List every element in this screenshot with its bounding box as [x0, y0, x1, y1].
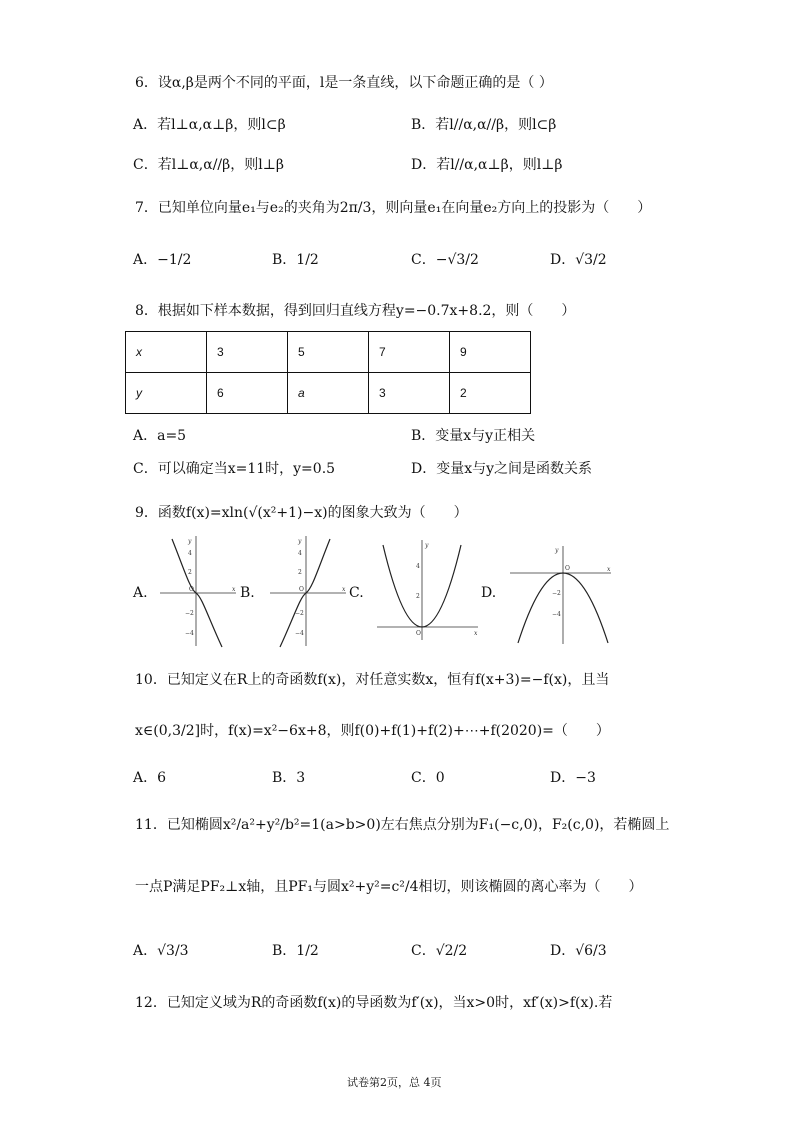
q9-option-d-label: D.	[481, 585, 497, 601]
tick-label: −4	[185, 630, 194, 637]
x-axis-label: x	[232, 586, 236, 593]
origin-label: O	[565, 565, 570, 572]
q7-option-b: B．1/2	[272, 252, 319, 268]
q8-data-table	[125, 331, 531, 414]
x-axis-label: x	[342, 586, 346, 593]
q11-option-d: D．√6/3	[550, 943, 607, 959]
y-axis-label: y	[425, 542, 429, 549]
q11-option-b: B．1/2	[272, 943, 319, 959]
q10-stem-line1: 10．已知定义在R上的奇函数f(x)，对任意实数x，恒有f(x+3)=−f(x)，且当	[135, 672, 610, 688]
q10-option-b: B．3	[272, 770, 306, 786]
q6-option-a: A．若l⊥α,α⊥β，则l⊂β	[133, 117, 286, 133]
tick-label: −2	[295, 610, 304, 617]
q8-option-a: A．a=5	[133, 428, 187, 444]
q6-option-c: C．若l⊥α,α//β，则l⊥β	[133, 157, 284, 173]
tick-label: 4	[416, 563, 420, 570]
tick-label: 4	[298, 550, 302, 557]
q11-option-c: C．√2/2	[411, 943, 468, 959]
tick-label: 4	[188, 550, 192, 557]
tick-label: 2	[188, 569, 192, 576]
q10-option-c: C．0	[411, 770, 445, 786]
q10-stem-line2: x∈(0,3/2]时，f(x)=x²−6x+8，则f(0)+f(1)+f(2)+⋯+f(2020)=（ ）	[135, 723, 610, 739]
q9-option-c-label: C.	[349, 585, 364, 601]
table-cell: 3	[207, 332, 288, 373]
table-cell: 7	[369, 332, 450, 373]
table-row	[126, 332, 531, 373]
table-cell: y	[126, 373, 207, 414]
q9-graph-c	[375, 537, 480, 642]
table-cell: x	[126, 332, 207, 373]
tick-label: −2	[185, 610, 194, 617]
q7-option-c: C．−√3/2	[411, 252, 479, 268]
q11-stem-line2: 一点P满足PF₂⊥x轴，且PF₁与圆x²+y²=c²/4相切，则该椭圆的离心率为（ ）	[135, 879, 643, 895]
q10-option-d: D．−3	[550, 770, 596, 786]
q7-stem: 7．已知单位向量e₁与e₂的夹角为2π/3，则向量e₁在向量e₂方向上的投影为（ ）	[135, 200, 652, 216]
tick-label: −4	[295, 630, 304, 637]
origin-label: O	[189, 586, 194, 593]
q9-graph-d	[508, 543, 613, 646]
y-axis-label: y	[298, 538, 302, 545]
q6-option-d: D．若l//α,α⊥β，则l⊥β	[411, 157, 563, 173]
q8-option-d: D．变量x与y之间是函数关系	[411, 461, 593, 477]
q11-stem-line1: 11．已知椭圆x²/a²+y²/b²=1(a>b>0)左右焦点分别为F₁(−c,0)，F₂(c,0)，若椭圆上	[135, 817, 670, 833]
x-axis-label: x	[607, 566, 611, 573]
table-cell: 2	[450, 373, 531, 414]
q8-stem: 8．根据如下样本数据，得到回归直线方程y=−0.7x+8.2，则（ ）	[135, 303, 576, 319]
y-axis-label: y	[555, 547, 559, 554]
table-cell: 5	[288, 332, 369, 373]
q9-stem: 9．函数f(x)=xln(√(x²+1)−x)的图象大致为（ ）	[135, 505, 468, 521]
q10-option-a: A．6	[133, 770, 167, 786]
table-cell: 6	[207, 373, 288, 414]
origin-label: O	[416, 630, 421, 637]
q6-stem: 6．设α,β是两个不同的平面，l是一条直线，以下命题正确的是（ ）	[135, 75, 553, 91]
q12-stem: 12．已知定义域为R的奇函数f(x)的导函数为f′(x)，当x>0时，xf′(x)>f(x).若	[135, 995, 613, 1011]
tick-label: 2	[298, 569, 302, 576]
tick-label: 2	[416, 593, 420, 600]
q9-graph-b	[268, 533, 348, 648]
q9-graph-a	[158, 533, 238, 648]
origin-label: O	[299, 586, 304, 593]
page-footer: 试卷第2页，总 4页	[347, 1076, 442, 1089]
table-cell: 9	[450, 332, 531, 373]
tick-label: −2	[552, 590, 561, 597]
table-row	[126, 373, 531, 414]
y-axis-label: y	[188, 538, 192, 545]
q9-option-a-label: A.	[133, 585, 148, 601]
table-cell: 3	[369, 373, 450, 414]
x-axis-label: x	[474, 630, 478, 637]
q8-option-c: C．可以确定当x=11时，y=0.5	[133, 461, 336, 477]
tick-label: −4	[552, 611, 561, 618]
q7-option-a: A．−1/2	[133, 252, 192, 268]
q11-option-a: A．√3/3	[133, 943, 189, 959]
table-cell: a	[288, 373, 369, 414]
q6-option-b: B．若l//α,α//β，则l⊂β	[411, 117, 557, 133]
q7-option-d: D．√3/2	[550, 252, 607, 268]
q8-option-b: B．变量x与y正相关	[411, 428, 536, 444]
q9-option-b-label: B.	[240, 585, 255, 601]
